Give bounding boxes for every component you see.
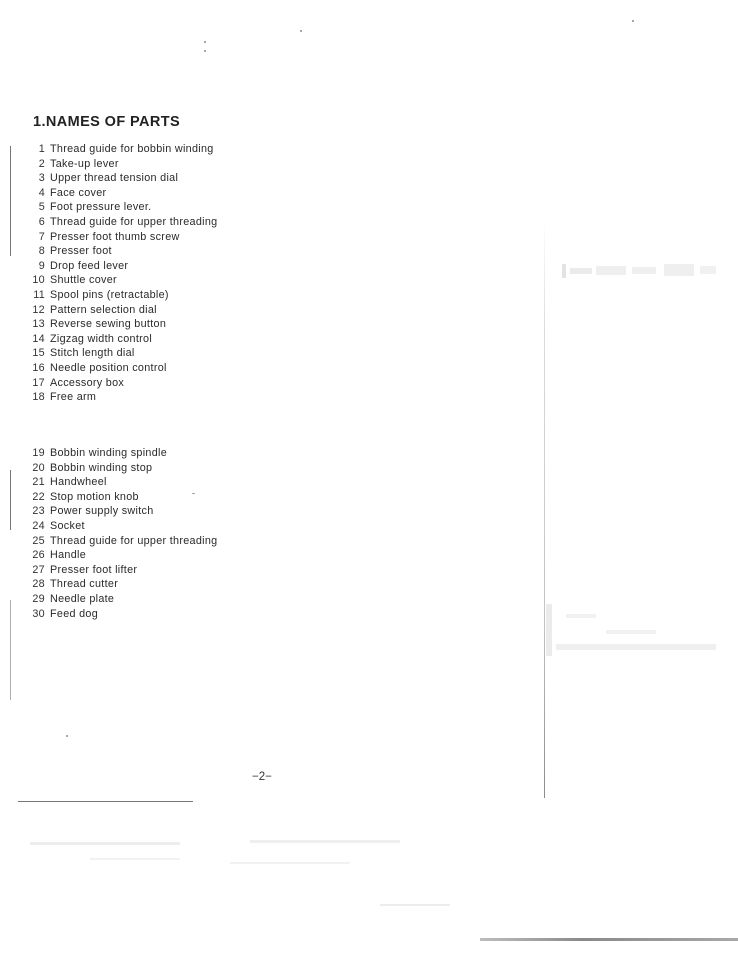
page-number: −2− [252,771,272,783]
scan-fold-line [544,218,545,798]
parts-list-item [26,563,316,578]
parts-list-item [26,157,316,172]
scan-speck [204,50,206,52]
parts-list-group-1 [26,142,316,405]
parts-list-item [26,519,316,534]
part-name: Socket [50,519,85,532]
part-name: Free arm [50,391,97,404]
part-name: Needle plate [50,592,115,605]
part-number: 3 [38,172,45,185]
parts-list-item [26,332,316,347]
part-number: 13 [32,318,45,331]
part-name: Reverse sewing button [50,318,167,331]
parts-list-item [26,376,316,391]
part-number: 11 [33,288,45,301]
parts-list-item [26,577,316,592]
parts-list-item [26,490,316,505]
part-number: 30 [32,607,45,620]
parts-list-item [26,142,316,157]
part-number: 5 [38,201,45,214]
parts-list-item [26,317,316,332]
part-number: 19 [32,447,45,459]
part-name: Pattern selection dial [50,303,157,316]
scan-speck [66,735,68,737]
parts-list-item [26,504,316,519]
parts-list-item [26,244,316,259]
part-name: Stitch length dial [50,347,135,360]
scan-speck [204,41,206,43]
part-name: Bobbin winding stop [50,461,153,474]
parts-list-item [26,259,316,274]
section-title: 1.NAMES OF PARTS [33,114,181,130]
part-number: 23 [32,505,45,518]
part-number: 2 [38,157,45,170]
scan-smudge [546,600,726,660]
parts-list-item [26,361,316,376]
scan-speck [632,20,634,22]
parts-list-group-2 [26,446,316,621]
parts-list-item [26,303,316,318]
scan-bottom-edge [480,938,738,941]
part-name: Presser foot [50,245,112,258]
parts-list-item [26,446,316,461]
scan-smudge-graphic [546,600,726,660]
scan-smudge-graphic [560,258,720,288]
part-number: 6 [38,215,45,228]
part-name: Power supply switch [50,505,154,518]
part-number: 18 [32,391,45,404]
part-number: 26 [32,549,45,562]
part-number: 1 [38,143,45,155]
scan-margin-line [10,470,11,530]
part-name: Take-up lever [50,157,119,170]
parts-list-item [26,534,316,549]
part-name: Zigzag width control [50,332,153,345]
part-name: Handle [50,549,87,562]
part-number: 16 [32,361,45,374]
part-name: Bobbin winding spindle [50,447,168,459]
part-number: 29 [32,592,45,605]
part-number: 24 [32,519,45,532]
parts-list-item [26,461,316,476]
part-number: 12 [32,303,45,316]
parts-list-item [26,390,316,405]
parts-list-item [26,273,316,288]
parts-list-item [26,548,316,563]
part-name: Presser foot thumb screw [50,230,180,243]
part-name: Drop feed lever [50,259,129,272]
scan-smudge-graphic [30,830,450,910]
part-number: 14 [32,332,45,345]
parts-list-item [26,200,316,215]
parts-list-item [26,215,316,230]
parts-list-item [26,230,316,245]
part-name: Shuttle cover [50,274,117,287]
part-number: 4 [38,186,45,199]
part-number: 20 [32,461,45,474]
part-number: 28 [32,578,45,591]
part-name: Handwheel [50,476,107,489]
part-name: Presser foot lifter [50,563,138,576]
part-number: 25 [32,534,45,547]
scan-margin-line [10,146,11,256]
parts-list-item [26,186,316,201]
part-name: Foot pressure lever. [50,201,152,214]
part-number: 7 [38,230,45,243]
part-name: Accessory box [50,376,125,389]
part-name: Thread guide for upper threading [50,215,218,228]
part-name: Stop motion knob [50,490,139,503]
scan-smudge [30,830,450,910]
part-number: 17 [32,376,45,389]
part-number: 9 [38,259,45,272]
parts-list-item [26,346,316,361]
scan-margin-line [10,600,11,700]
parts-list-item [26,171,316,186]
scan-rule-line [18,801,193,802]
part-name: Thread guide for upper threading [50,534,218,547]
part-name: Upper thread tension dial [50,172,179,185]
part-number: 21 [32,476,45,489]
part-number: 27 [32,563,45,576]
part-name: Thread cutter [50,578,119,591]
scan-smudge [560,258,720,288]
part-number: 8 [38,245,45,258]
parts-list-item [26,288,316,303]
part-number: 15 [32,347,45,360]
parts-list-item [26,607,316,622]
part-name: Needle position control [50,361,167,374]
part-name: Thread guide for bobbin winding [50,143,214,155]
part-number: 22 [32,490,45,503]
parts-list-item [26,592,316,607]
part-name: Feed dog [50,607,99,620]
part-name: Face cover [50,186,107,199]
part-number: 10 [32,274,45,287]
parts-list-item [26,475,316,490]
part-name: Spool pins (retractable) [50,288,169,301]
scan-speck [300,30,302,32]
